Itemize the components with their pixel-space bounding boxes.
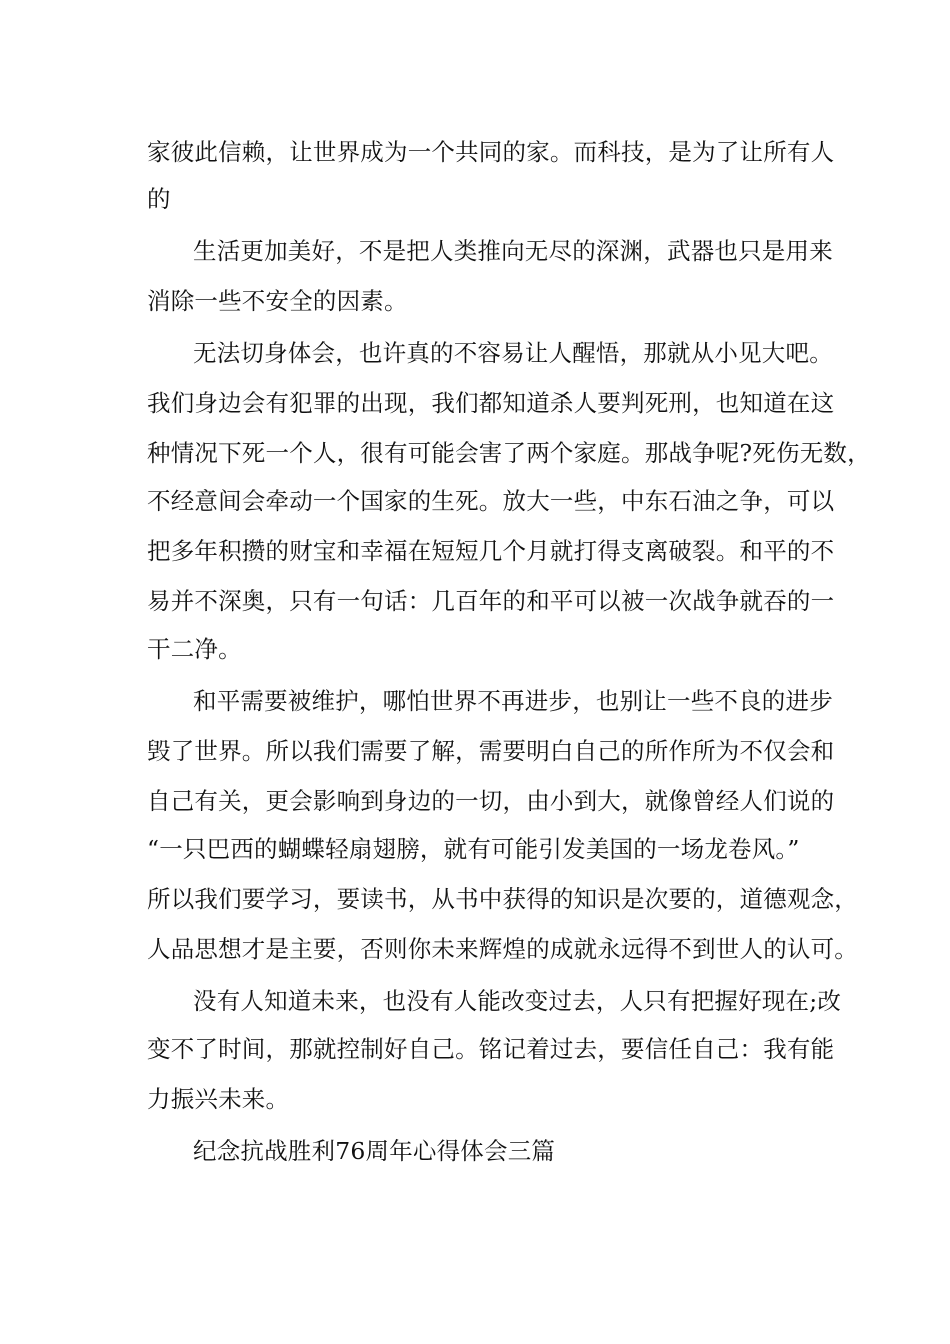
quote-line: “一只巴西的蝴蝶轻扇翅膀，就有可能引发美国的一场龙卷风。” (147, 835, 800, 863)
text-line: 力振兴未来。 (147, 1085, 290, 1113)
paragraph-start-line: 无法切身体会，也许真的不容易让人醒悟，那就从小见大吧。 (193, 339, 833, 367)
text-line: 把多年积攒的财宝和幸福在短短几个月就打得支离破裂。和平的不 (147, 537, 835, 565)
text-line: 易并不深奥，只有一句话：几百年的和平可以被一次战争就吞的一 (147, 587, 835, 615)
text-line: 我们身边会有犯罪的出现，我们都知道杀人要判死刑，也知道在这 (147, 389, 835, 417)
text-line: 毁了世界。所以我们需要了解，需要明白自己的所作所为不仅会和 (147, 737, 835, 765)
text-line: 自己有关，更会影响到身边的一切，由小到大，就像曾经人们说的 (147, 787, 835, 815)
text-line: 变不了时间，那就控制好自己。铭记着过去，要信任自己：我有能 (147, 1035, 835, 1063)
text-line: 种情况下死一个人，很有可能会害了两个家庭。那战争呢?死伤无数， (147, 439, 871, 467)
text-line: 干二净。 (147, 635, 242, 663)
section-heading: 纪念抗战胜利76周年心得体会三篇 (193, 1137, 556, 1165)
text-line: 人品思想才是主要，否则你未来辉煌的成就永远得不到世人的认可。 (147, 935, 858, 963)
text-line: 不经意间会牵动一个国家的生死。放大一些，中东石油之争，可以 (147, 487, 835, 515)
text-line: 所以我们要学习，要读书，从书中获得的知识是次要的，道德观念， (147, 885, 858, 913)
text-line: 的 (147, 185, 171, 213)
paragraph-start-line: 生活更加美好，不是把人类推向无尽的深渊，武器也只是用来 (193, 237, 833, 265)
paragraph-start-line: 没有人知道未来，也没有人能改变过去，人只有把握好现在;改 (193, 987, 842, 1015)
paragraph-start-line: 和平需要被维护，哪怕世界不再进步，也别让一些不良的进步 (193, 687, 833, 715)
text-line: 消除一些不安全的因素。 (147, 287, 408, 315)
text-line: 家彼此信赖，让世界成为一个共同的家。而科技，是为了让所有人 (147, 138, 835, 166)
